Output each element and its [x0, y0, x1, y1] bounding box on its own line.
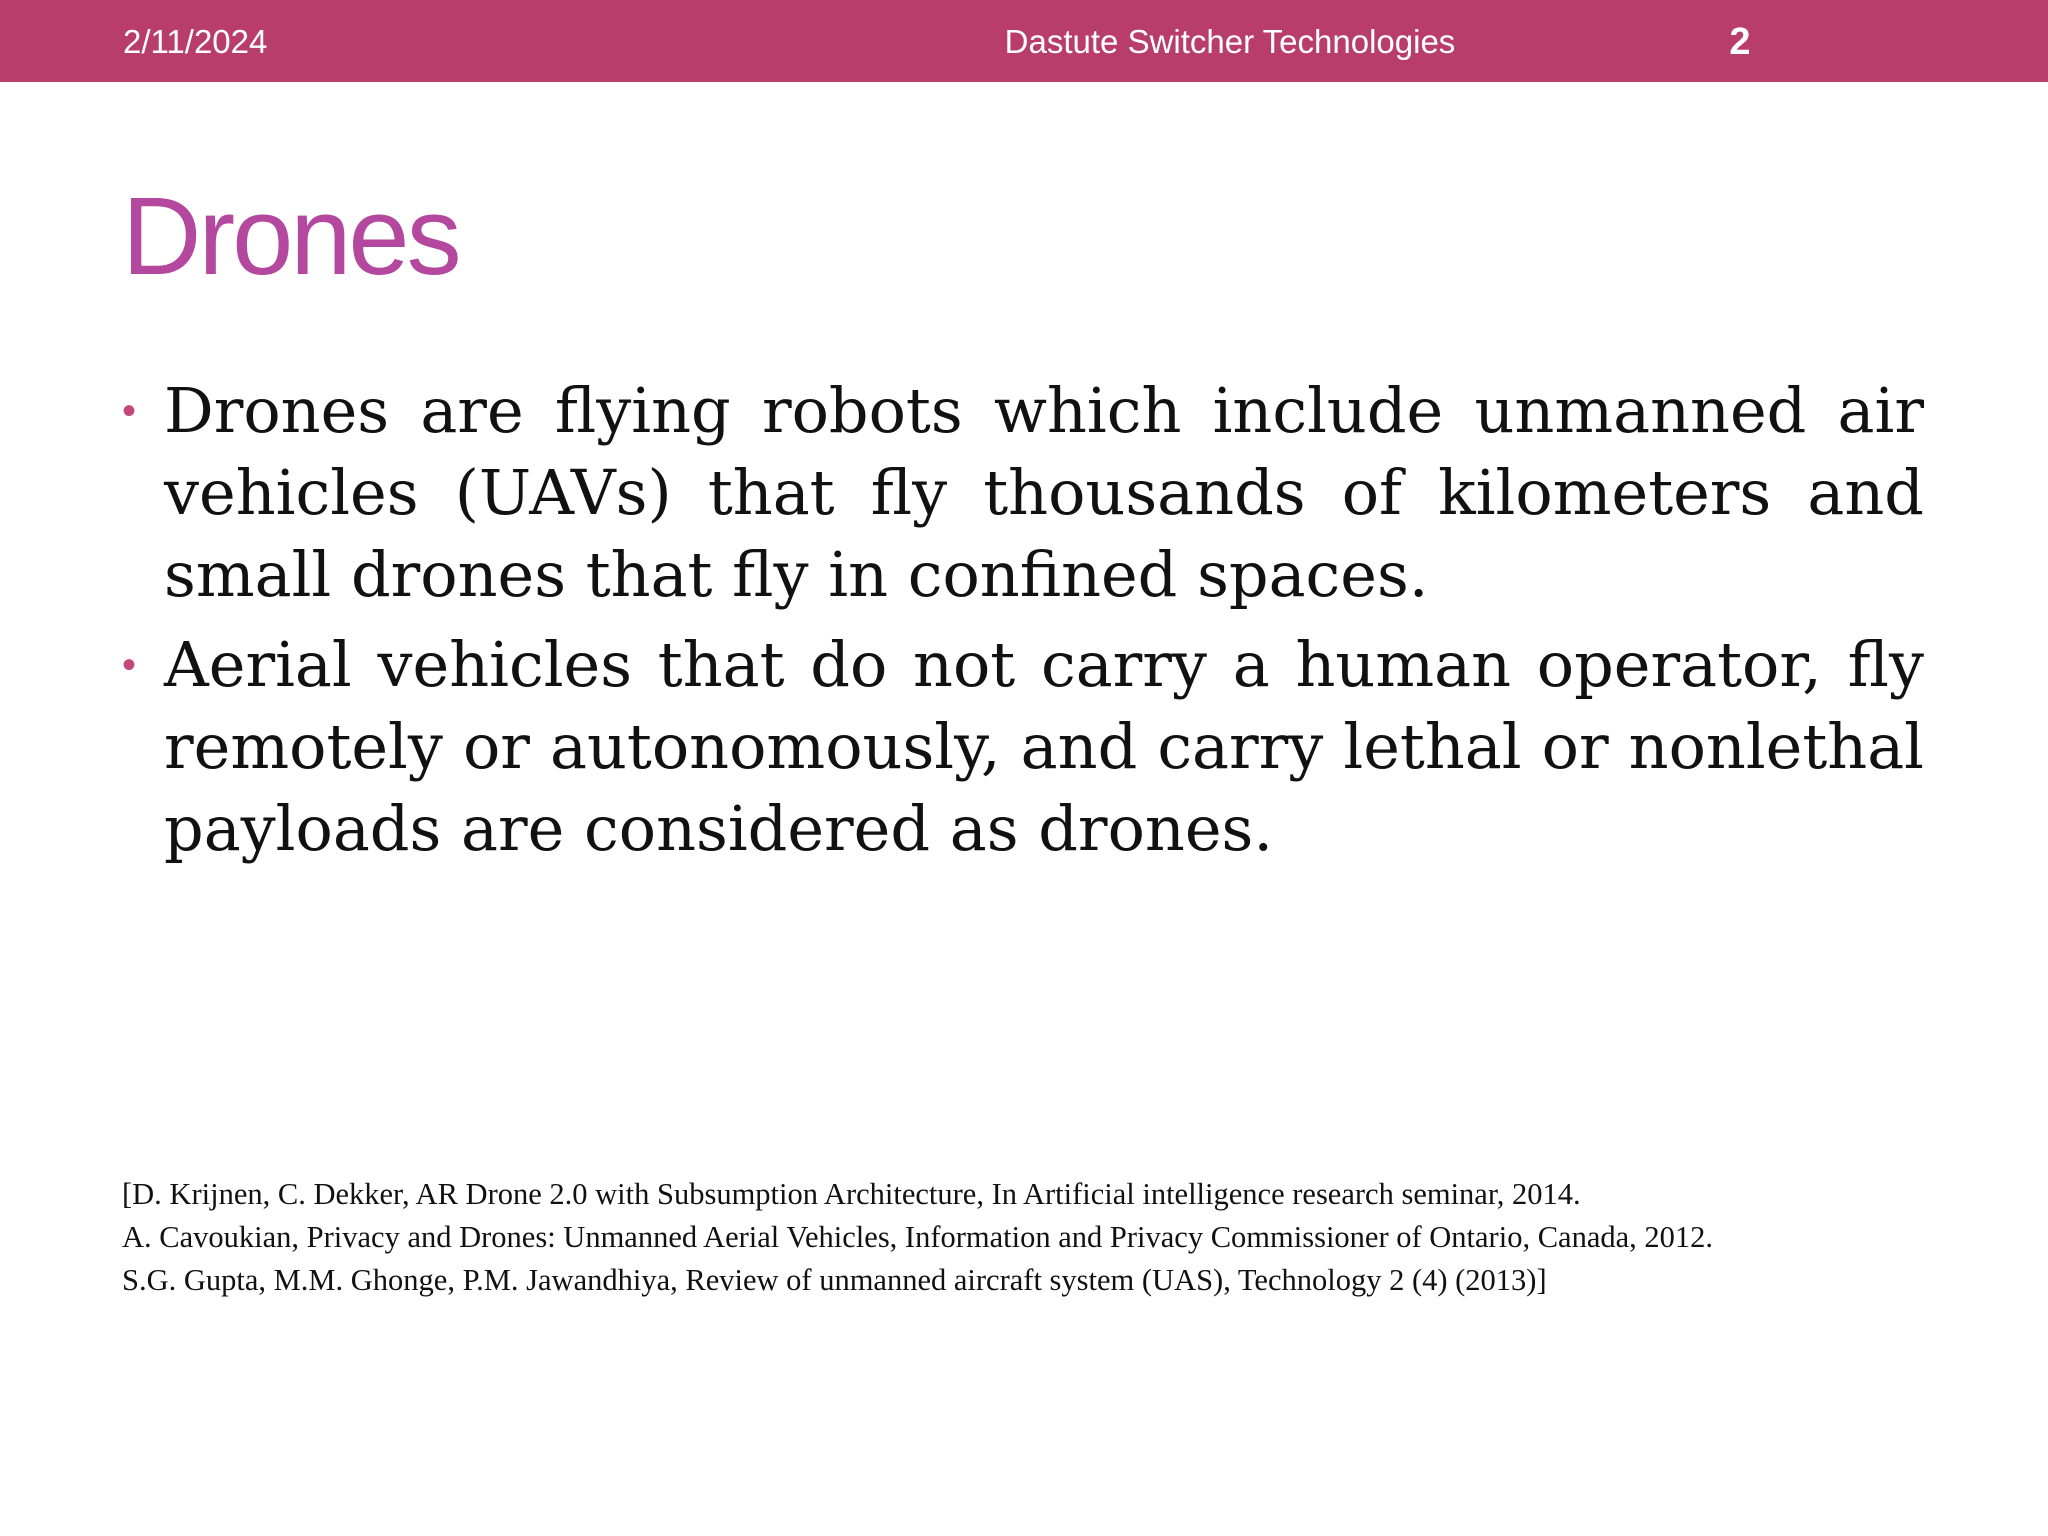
reference-line: [D. Krijnen, C. Dekker, AR Drone 2.0 with Subsumption Architecture, In Artificial intelligence research seminar, 2014. — [122, 1177, 1581, 1211]
header-bar — [0, 0, 2048, 82]
bullet-text: Drones are flying robots which include unmanned air vehicles (UAVs) that fly thousands of kilometers and small drones that fly in confined spaces. — [164, 374, 1924, 611]
reference-line: S.G. Gupta, M.M. Ghonge, P.M. Jawandhiya, Review of unmanned aircraft system (UAS), Technology 2 (4) (2013)] — [122, 1263, 1547, 1297]
slide-title: Drones — [122, 175, 459, 298]
bullet-text: Aerial vehicles that do not carry a human operator, fly remotely or autonomously, and carry lethal or nonlethal payloads are considered as drones. — [164, 628, 1924, 865]
header-date: 2/11/2024 — [123, 23, 268, 60]
references — [122, 1176, 1926, 1305]
bullet-item — [122, 370, 1924, 616]
header-title: Dastute Switcher Technologies — [1004, 23, 1456, 60]
bullet-list — [122, 370, 1924, 878]
reference-line: A. Cavoukian, Privacy and Drones: Unmanned Aerial Vehicles, Information and Privacy Commissioner of Ontario, Canada, 2012. — [122, 1220, 1714, 1254]
bullet-marker-icon: • — [122, 643, 137, 687]
bullet-item — [122, 624, 1924, 870]
page-number: 2 — [1729, 21, 1751, 63]
bullet-marker-icon: • — [122, 389, 137, 433]
